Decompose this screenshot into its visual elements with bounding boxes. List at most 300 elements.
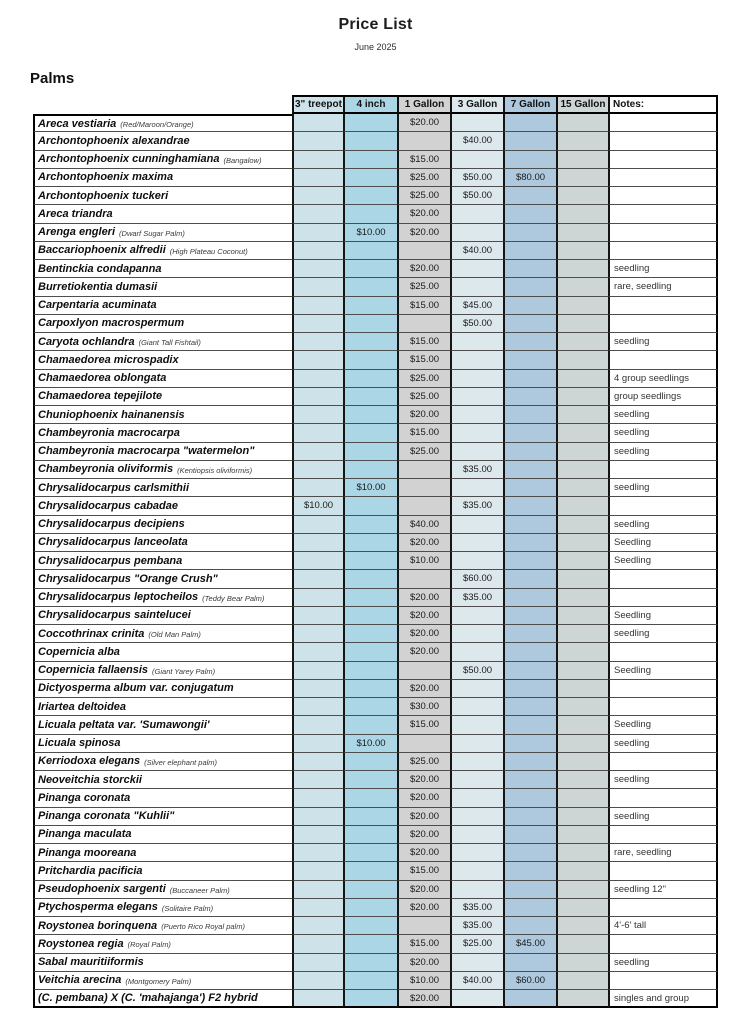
price-cell [503,917,556,935]
price-cell [343,570,397,588]
price-cell [503,479,556,497]
price-cell [503,205,556,223]
price-cell: $25.00 [397,443,450,461]
plant-name-cell [33,990,292,1008]
notes-cell [608,698,718,716]
price-cell [343,935,397,953]
plant-name-cell [33,132,292,150]
plant-name-cell [33,735,292,753]
price-cell [292,278,343,296]
price-cell [292,315,343,333]
price-cell [343,516,397,534]
price-cell [397,662,450,680]
price-cell: $25.00 [397,753,450,771]
price-cell [450,862,503,880]
price-cell [292,753,343,771]
price-cell [292,771,343,789]
price-cell [503,698,556,716]
price-cell [503,954,556,972]
notes-cell [608,570,718,588]
plant-name-cell [33,844,292,862]
price-cell: $20.00 [397,625,450,643]
price-cell [292,899,343,917]
price-cell: $20.00 [397,680,450,698]
price-cell [450,388,503,406]
price-cell: $20.00 [397,534,450,552]
price-cell [556,589,608,607]
plant-name: Roystonea regia [38,937,124,950]
plant-name-cell [33,169,292,187]
price-cell: $20.00 [397,844,450,862]
price-cell [450,260,503,278]
price-cell [292,735,343,753]
price-cell [343,589,397,607]
plant-name: Chamaedorea oblongata [38,372,167,385]
notes-cell [608,187,718,205]
price-cell [503,625,556,643]
price-cell [292,589,343,607]
price-cell [343,917,397,935]
plant-name-cell [33,370,292,388]
price-cell [292,862,343,880]
plant-common-name: (High Plateau Coconut) [169,246,248,256]
plant-name: Neoveitchia storckii [38,773,142,786]
price-cell: $50.00 [450,315,503,333]
plant-name: Licuala spinosa [38,737,121,750]
plant-name: Pritchardia pacificia [38,864,143,877]
price-cell: $50.00 [450,662,503,680]
notes-cell: seedling [608,424,718,442]
plant-name-cell [33,552,292,570]
column-header-5: 7 Gallon [503,95,556,114]
price-cell [556,662,608,680]
price-cell [556,954,608,972]
price-cell [343,315,397,333]
price-cell [556,844,608,862]
price-cell [343,716,397,734]
price-cell [343,278,397,296]
price-cell [556,169,608,187]
price-cell [503,516,556,534]
plant-name: Baccariophoenix alfredii [38,244,166,257]
notes-cell [608,497,718,515]
price-cell [343,205,397,223]
page-title: Price List [338,16,413,33]
price-cell [503,315,556,333]
plant-name: Iriartea deltoidea [38,700,127,713]
plant-name: Chrysalidocarpus cabadae [38,499,179,512]
price-cell [503,826,556,844]
price-cell [292,333,343,351]
plant-name-cell [33,406,292,424]
price-cell [343,552,397,570]
price-cell: $10.00 [292,497,343,515]
notes-cell: seedling [608,516,718,534]
price-cell [292,662,343,680]
plant-name-cell [33,753,292,771]
price-cell [292,351,343,369]
price-cell [450,771,503,789]
plant-name-cell [33,662,292,680]
plant-name-cell [33,242,292,260]
price-cell: $20.00 [397,771,450,789]
price-cell [556,151,608,169]
price-cell [503,424,556,442]
price-cell: $35.00 [450,589,503,607]
price-cell [556,552,608,570]
price-cell [556,881,608,899]
price-cell [450,753,503,771]
price-cell [556,990,608,1008]
plant-name-cell [33,954,292,972]
price-cell: $15.00 [397,716,450,734]
price-cell [503,388,556,406]
notes-cell: 4'-6' tall [608,917,718,935]
price-cell [292,990,343,1008]
plant-common-name: (Red/Maroon/Orange) [120,120,194,130]
price-cell [503,789,556,807]
price-cell: $25.00 [397,187,450,205]
price-cell [503,680,556,698]
price-cell [292,808,343,826]
price-cell [503,406,556,424]
price-cell [292,406,343,424]
price-cell [450,789,503,807]
price-cell [503,771,556,789]
price-cell [292,114,343,132]
plant-name: Chrysalidocarpus decipiens [38,518,185,531]
price-table [33,95,718,1008]
price-cell [450,278,503,296]
plant-name-cell [33,534,292,552]
plant-common-name: (Montgomery Palm) [125,976,192,986]
price-cell [292,552,343,570]
price-cell [343,607,397,625]
plant-name: Pinanga mooreana [38,846,137,859]
price-cell: $20.00 [397,643,450,661]
price-cell: $20.00 [397,881,450,899]
price-cell [343,662,397,680]
price-cell [556,224,608,242]
price-cell [556,333,608,351]
price-cell [450,735,503,753]
plant-name: Chrysalidocarpus pembana [38,554,183,567]
plant-common-name: (Royal Palm) [127,940,171,950]
notes-cell [608,461,718,479]
price-cell [292,132,343,150]
plant-common-name: (Teddy Bear Palm) [202,593,265,603]
price-cell [343,899,397,917]
price-cell [397,497,450,515]
price-cell [292,297,343,315]
price-cell [292,935,343,953]
plant-name: (C. pembana) X (C. 'mahajanga') F2 hybrid [38,992,258,1005]
price-cell [292,169,343,187]
plant-name-cell [33,698,292,716]
price-cell [343,406,397,424]
price-cell [450,479,503,497]
price-cell [343,844,397,862]
price-cell [503,808,556,826]
price-cell: $15.00 [397,862,450,880]
plant-name: Chrysalidocarpus lanceolata [38,536,188,549]
notes-cell: seedling [608,808,718,826]
price-cell [450,954,503,972]
price-cell [397,479,450,497]
price-cell: $15.00 [397,151,450,169]
notes-cell: seedling [608,954,718,972]
plant-name: Archontophoenix alexandrae [38,134,190,147]
price-cell: $45.00 [450,297,503,315]
price-cell [556,607,608,625]
price-cell [397,917,450,935]
notes-cell [608,753,718,771]
plant-name-cell [33,205,292,223]
notes-cell: rare, seedling [608,844,718,862]
price-cell: $20.00 [397,224,450,242]
column-header-1: 3" treepot [292,95,343,114]
notes-cell [608,826,718,844]
price-cell [556,753,608,771]
price-cell [292,844,343,862]
price-cell [343,169,397,187]
notes-cell [608,899,718,917]
price-cell [343,881,397,899]
price-cell [556,479,608,497]
price-cell [556,205,608,223]
plant-name-cell [33,899,292,917]
plant-common-name: (Old Man Palm) [148,630,201,640]
notes-cell [608,169,718,187]
price-cell [343,297,397,315]
plant-name-cell [33,589,292,607]
price-cell: $25.00 [397,169,450,187]
price-cell [556,643,608,661]
price-cell [556,917,608,935]
price-cell [556,388,608,406]
notes-cell [608,589,718,607]
notes-cell [608,643,718,661]
plant-name: Burretiokentia dumasii [38,280,158,293]
notes-cell [608,132,718,150]
price-cell [450,607,503,625]
price-cell [450,406,503,424]
price-cell: $10.00 [397,552,450,570]
price-cell [450,552,503,570]
price-cell [556,789,608,807]
plant-name: Carpentaria acuminata [38,299,157,312]
plant-name-cell [33,424,292,442]
plant-name-cell [33,570,292,588]
plant-name-cell [33,917,292,935]
price-cell [397,461,450,479]
notes-cell: seedling [608,625,718,643]
plant-name: Pinanga coronata [38,791,131,804]
price-cell [556,516,608,534]
price-cell [503,151,556,169]
price-cell [556,406,608,424]
price-cell [292,826,343,844]
plant-name: Copernicia fallaensis [38,664,149,677]
plant-common-name: (Silver elephant palm) [144,757,218,767]
price-cell: $40.00 [450,242,503,260]
price-cell [292,534,343,552]
plant-name: Copernicia alba [38,645,120,658]
price-cell [343,753,397,771]
price-cell [503,881,556,899]
price-cell [292,370,343,388]
column-header-2: 4 inch [343,95,397,114]
plant-name: Archontophoenix cunninghamiana [38,153,220,166]
plant-name: Bentinckia condapanna [38,262,162,275]
notes-cell [608,972,718,990]
notes-cell: Seedling [608,716,718,734]
price-cell [556,424,608,442]
plant-name-cell [33,826,292,844]
notes-cell: Seedling [608,607,718,625]
section-title-palms: Palms [30,70,75,87]
plant-name: Pinanga maculata [38,828,132,841]
notes-cell [608,789,718,807]
plant-name: Chrysalidocarpus leptocheilos [38,591,199,604]
plant-name: Chrysalidocarpus "Orange Crush" [38,572,218,585]
plant-common-name: (Solitaire Palm) [161,903,214,913]
price-cell [503,443,556,461]
notes-cell [608,224,718,242]
price-cell: $60.00 [503,972,556,990]
price-cell [556,114,608,132]
price-cell [397,242,450,260]
plant-name: Chambeyronia macrocarpa [38,426,180,439]
price-cell [292,443,343,461]
price-cell: $50.00 [450,187,503,205]
price-cell [556,260,608,278]
notes-cell: seedling [608,771,718,789]
header-spacer [33,95,292,114]
plant-name-cell [33,607,292,625]
price-cell [450,826,503,844]
price-cell [450,424,503,442]
plant-name: Pinanga coronata "Kuhlii" [38,810,175,823]
price-cell: $45.00 [503,935,556,953]
price-cell [343,370,397,388]
price-cell [292,972,343,990]
plant-name: Ptychosperma elegans [38,901,158,914]
price-cell [556,899,608,917]
price-cell: $15.00 [397,935,450,953]
price-cell [450,114,503,132]
price-cell [343,625,397,643]
plant-name: Chrysalidocarpus saintelucei [38,609,191,622]
price-cell [503,570,556,588]
plant-name-cell [33,351,292,369]
plant-name: Roystonea borinquena [38,919,158,932]
price-cell: $10.00 [397,972,450,990]
price-cell [450,351,503,369]
notes-cell: rare, seedling [608,278,718,296]
plant-name-cell [33,315,292,333]
price-cell [556,625,608,643]
notes-cell [608,114,718,132]
price-cell: $30.00 [397,698,450,716]
price-cell [450,643,503,661]
price-cell: $60.00 [450,570,503,588]
plant-name-cell [33,625,292,643]
plant-name-cell [33,333,292,351]
plant-name: Archontophoenix tuckeri [38,189,169,202]
price-cell [556,370,608,388]
price-cell [343,443,397,461]
price-cell [503,643,556,661]
price-cell [503,297,556,315]
price-cell [450,333,503,351]
price-cell: $10.00 [343,479,397,497]
price-cell [450,990,503,1008]
column-header-3: 1 Gallon [397,95,450,114]
plant-name: Chamaedorea tepejilote [38,390,163,403]
price-cell: $25.00 [450,935,503,953]
notes-cell [608,242,718,260]
plant-name-cell [33,151,292,169]
price-cell [503,132,556,150]
price-cell [556,242,608,260]
price-cell [450,844,503,862]
price-cell [556,716,608,734]
price-cell: $20.00 [397,954,450,972]
price-cell [503,862,556,880]
price-cell [292,643,343,661]
price-cell: $20.00 [397,114,450,132]
notes-cell [608,680,718,698]
price-cell: $20.00 [397,899,450,917]
price-cell [343,643,397,661]
price-cell: $15.00 [397,351,450,369]
plant-name: Sabal mauritiiformis [38,956,144,969]
plant-name: Coccothrinax crinita [38,627,145,640]
price-cell: $20.00 [397,808,450,826]
notes-cell: seedling [608,735,718,753]
price-cell [450,516,503,534]
price-cell [292,881,343,899]
price-cell [503,114,556,132]
price-cell: $25.00 [397,388,450,406]
price-cell [556,497,608,515]
price-cell [343,954,397,972]
plant-name-cell [33,516,292,534]
price-cell [556,972,608,990]
price-cell [556,826,608,844]
price-cell [556,862,608,880]
price-cell [450,151,503,169]
plant-name: Chambeyronia macrocarpa "watermelon" [38,445,255,458]
notes-cell: singles and group [608,990,718,1008]
price-cell [343,771,397,789]
price-cell: $80.00 [503,169,556,187]
plant-common-name: (Bangalow) [223,155,262,165]
notes-cell: Seedling [608,534,718,552]
price-cell [343,114,397,132]
plant-name-cell [33,187,292,205]
price-cell [343,351,397,369]
price-cell [503,497,556,515]
plant-name-cell [33,789,292,807]
price-cell: $35.00 [450,461,503,479]
plant-name-cell [33,643,292,661]
price-cell: $20.00 [397,789,450,807]
plant-name: Chambeyronia oliviformis [38,463,174,476]
notes-cell [608,205,718,223]
price-cell [343,808,397,826]
